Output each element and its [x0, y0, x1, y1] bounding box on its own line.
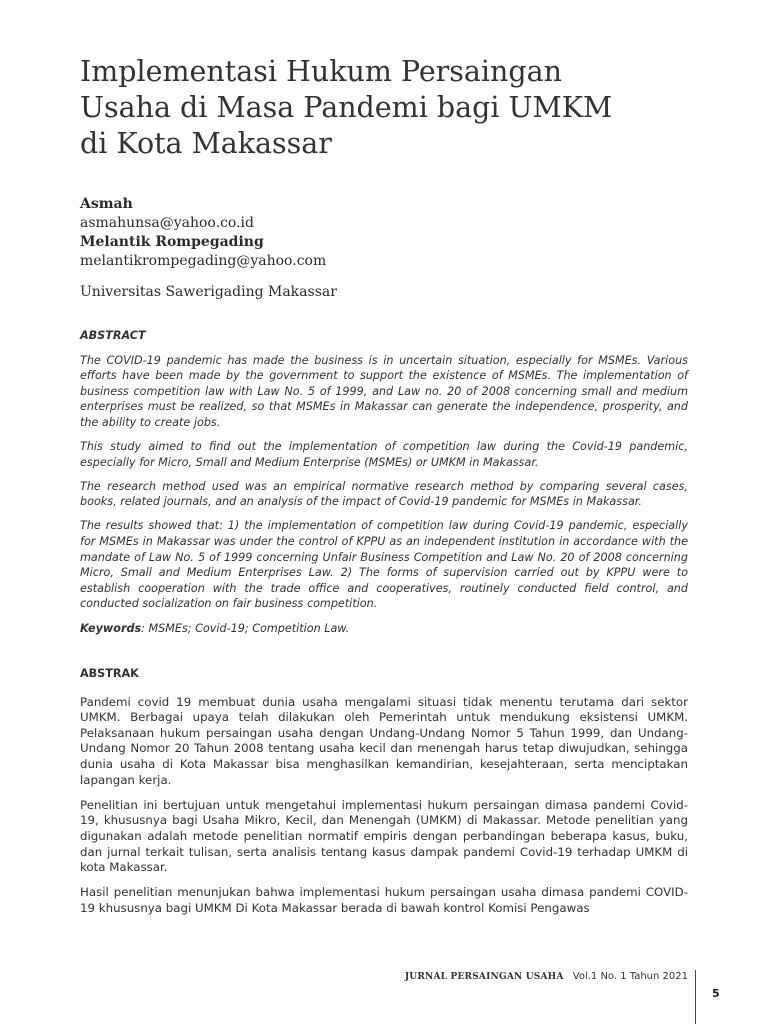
title-line-1: Implementasi Hukum Persaingan — [80, 55, 562, 88]
abstrak-paragraph: Hasil penelitian menunjukan bahwa implementasi hukum persaingan usaha dimasa pandemi COVID-19 khususnya bagi UMKM Di Kota Makassar berada di bawah kontrol Komisi Pengawas — [80, 885, 688, 915]
page-footer — [300, 971, 688, 982]
journal-name: JURNAL PERSAINGAN USAHA — [404, 972, 564, 982]
author-email: asmahunsa@yahoo.co.id — [80, 215, 254, 231]
author-name: Melantik Rompegading — [80, 234, 264, 250]
abstract-paragraph: The COVID-19 pandemic has made the business is in uncertain situation, especially for MSMEs. Various efforts have been made by the government to support the existence of MSMEs. The implementation of business competition law with Law No. 5 of 1999, and Law no. 20 of 2008 concerning small and medium enterprises must be realized, so that MSMEs in Makassar can generate the independence, prosperity, and the ability to create jobs. — [80, 353, 688, 429]
abstract-paragraph: The results showed that: 1) the implementation of competition law during Covid-19 pandemic, especially for MSMEs in Makassar was under the control of KPPU as an independent institution in accordance with the mandate of Law No. 5 of 1999 concerning Unfair Business Competition and Law No. 20 of 2008 concerning Micro, Small and Medium Enterprises Law. 2) The forms of supervision carried out by KPPU were to establish cooperation with the trade office and cooperatives, routinely conducted field control, and conducted socialization on fair business competition. — [80, 519, 688, 611]
author-block — [80, 195, 700, 302]
abstract-heading: ABSTRACT — [80, 329, 146, 342]
abstrak-paragraph: Pandemi covid 19 membuat dunia usaha mengalami situasi tidak menentu terutama dari sektor UMKM. Berbagai upaya telah dilakukan oleh Pemerintah untuk mendukung eksistensi UMKM. Pelaksanaan hukum persaingan usaha dengan Undang-Undang Nomor 5 Tahun 1999, dan Undang-Undang Nomor 20 Tahun 2008 tentang usaha kecil dan menengah harus tetap diwujudkan, sehingga dunia usaha di Kota Makassar bisa menghasilkan kemandirian, kesejahteraan, serta menciptakan lapangan kerja. — [80, 694, 688, 787]
abstrak-heading: ABSTRAK — [80, 667, 139, 680]
abstract-paragraph: This study aimed to find out the implementation of competition law during the Covid-19 pandemic, especially for Micro, Small and Medium Enterprise (MSMEs) or UMKM in Makassar. — [80, 440, 688, 469]
author-affiliation: Universitas Sawerigading Makassar — [80, 284, 337, 300]
journal-volume: Vol.1 No. 1 Tahun 2021 — [572, 971, 688, 982]
keywords — [80, 621, 688, 637]
title-line-3: di Kota Makassar — [80, 127, 332, 160]
abstract-paragraph: The research method used was an empirical normative research method by comparing several cases, books, related journals, and an analysis of the impact of Covid-19 pandemic for MSMEs in Makassar. — [80, 479, 688, 509]
abstrak-section — [80, 666, 688, 926]
abstract-section — [80, 328, 688, 645]
keywords-label: Keywords — [80, 621, 142, 635]
keywords-list: : MSMEs; Covid-19; Competition Law. — [141, 621, 350, 635]
page-number: 5 — [712, 987, 720, 1000]
author-email: melantikrompegading@yahoo.com — [80, 253, 327, 269]
footer-divider — [695, 970, 696, 1024]
article-title — [80, 54, 700, 162]
author-name: Asmah — [80, 196, 133, 212]
title-line-2: Usaha di Masa Pandemi bagi UMKM — [80, 91, 613, 124]
abstrak-paragraph: Penelitian ini bertujuan untuk mengetahui implementasi hukum persaingan dimasa pandemi Covid-19, khususnya bagi Usaha Mikro, Kecil, dan Menengah (UMKM) di Makassar. Metode penelitian yang digunakan adalah metode penelitian normatif empiris dengan perbandingan beberapa kasus, buku, dan jurnal terkait tulisan, serta analisis tentang kasus dampak pandemi Covid-19 terhadap UMKM di kota Makassar. — [80, 797, 688, 875]
